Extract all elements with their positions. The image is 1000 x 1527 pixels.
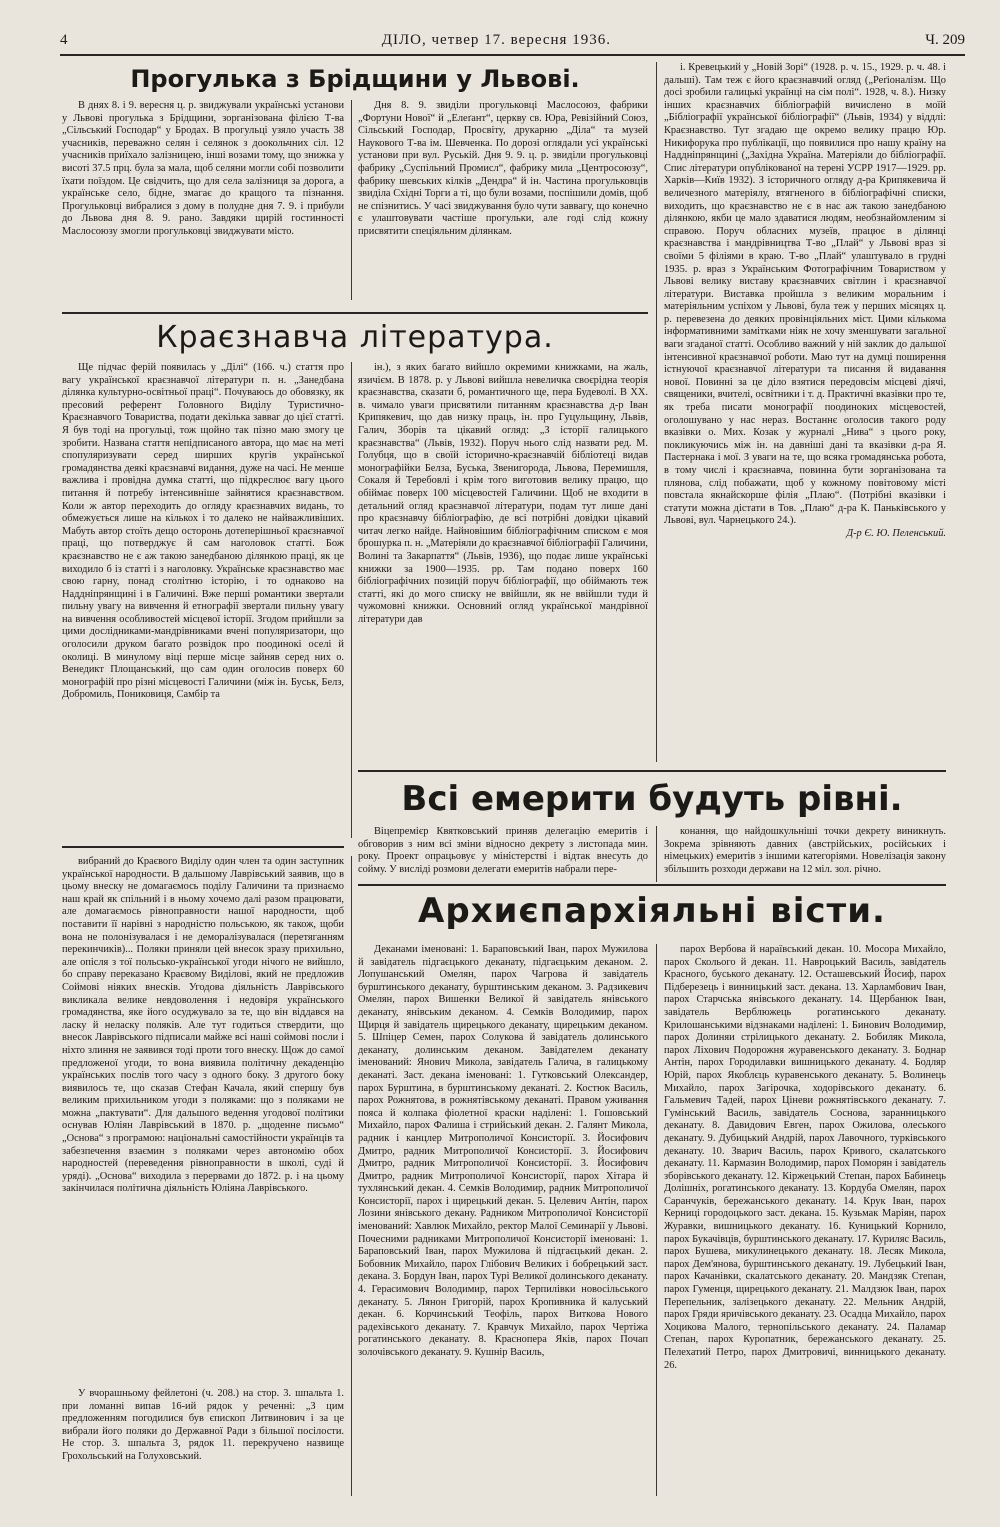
article4-col2 (664, 944, 946, 1496)
masthead-date: ДІЛО, четвер 17. вересня 1936. (381, 31, 611, 48)
left-continuation (62, 856, 344, 1382)
correction-note (62, 1388, 344, 1492)
issue-number: Ч. 209 (925, 31, 965, 48)
column-rule (351, 100, 352, 300)
article4-col1-text: Деканами іменовані: 1. Бараповський Іван, парох Мужилова й завідатель підгаєцького деканату, підгаєцьким деканом. 2. Лопушанський Омелян, парох Чагрова й завідатель бурштинського деканату, бурштинським деканом. 3. Радзикевич Омелян, парох Вишенки Великої й завідатель янівського деканату, янівським деканом. 4. Семків Володимир, парох Щирця й завідатель щирецького деканату, щирецьким деканом. 5. Шпіцер Семен, парох Солукова й завідатель долинського деканату, долинським деканом. Завідателем деканату іменований: Янович Микола, завідатель Галича, в галицькому деканаті. Заст. декана іменовані: 1. Гутковський Олександер, парох Бурштина, в бурштинському деканаті. 2. Костюк Василь, парох Рожнятова, в рожнятівському деканаті. Правом уживання пояса й колпака фіолетної краски наділені: 1. Гошовський Михайло, парох Фалиша і стрийський декан. 2. Галянт Микола, радник і канцлер Митрополичої Консисторії. 3. Йосифович Дмитро, радник Митрополичої Консисторії. 3. Йосифович Дмитро, радник Митрополичої Консисторії. 3. Йосифович Дмитро, радник Митрополичої Консисторії, парох Хітара й тухлянський декан. 4. Семків Володимир, радник Митрополичої Консисторії, парох і щирецький декан. 5. Целевич Антін, парох Лозини янівського декану. Радником Митрополичої Консисторії іменований: Хавлюк Михайло, ректор Малої Семинарії у Львові. Почесними радниками Митрополичої Консисторії іменовані: 1. Бараповський Іван, парох Мужилова й підгаєцький декан. 2. Бобовник Михайло, парох Глібович Великих і бобрецький заст. декана. 3. Бордун Іван, парох Турі Великої долинського деканату. 4. Герасимович Володимир, парох Терпилівки новосільського деканату. 5. Лянон Григорій, парох Кропивника й калуський декан. 6. Корчинський Теофіль, парох Виткова Нового радехівського деканату. 7. Кравчук Михайло, парох Чертіжа рогатинського деканату. 8. Краснопера Яків, парох Почап золочівського деканату. 9. Кушнір Василь, (358, 944, 648, 1358)
article2-col1-text: Ще підчас ферій появилась у „Ділі“ (166. ч.) стаття про вагу української краєзнавчої літератури п. н. „Занедбана ділянка культурно-освітньої праці“. Почуваюсь до обовязку, як пресовий референт Головного Виділу Туристично-Краєзнавчого Товариства, подати декілька завваг до цієї статті. Я був тоді на прогульці, тож щойно так пізно маю змогу це зробити. Названа стаття непідписаного автора, що має на меті спопуляризувати серед ширших кругів української громадянства деякі краєзнавчі видання, дуже на часі. Не менше важлива і провідна думка статті, що підкреслює вагу цього питання й потребу інтенсивніше зайнятися краєзнавством. Коли ж автор переходить до огляду краєзнавчих видань, то обмежується лише на кількох і то далеко не найважливіших. Мабуть автор стоїть дещо осторонь дотеперішньої краєзнавчої праці, що потверджує й сам наголовок статті. Бож краєзнавство не є аж такою занедбаною ділянкою праці, як це виходило б із статті і з наголовку. Українське краєзнавство має свою гарну, понад столітню історію, і то однаково на Наддніпрянщині і в Галичині. Вже перші романтики звертали пильну увагу на вивчення й етнографії звертали пильну увагу на вивчення особливостей місцевої історії. Згодом прийшли за цими дослідниками-мандрівниками вчені популяризатори, що оголосили друком багато розвідок про поодинокі оселі й околиці. В минулому віці перше місце зайняв серед них о. Венедикт Площанський, що сам один оголосив поверх 60 монографій про різні місцевості Галичини (між ін. Буськ, Белз, Добромиль, Пониковиця, Самбір та (62, 362, 344, 701)
article3-col2-text: конання, що найдошкульніші точки декрету виникнуть. Зокрема зрівняють давних (австрійських, російських і німецьких) емеритів з іншими категоріями. Новелізація закону збільшить розходи держави на 12 міл. зол. річно. (664, 826, 946, 875)
article2-col2 (358, 362, 648, 762)
column-rule (656, 826, 657, 882)
column-rule (351, 362, 352, 838)
column-rule (351, 856, 352, 1496)
column-rule (656, 62, 657, 762)
divider (358, 770, 946, 772)
author-signature: Д-р Є. Ю. Пеленський. (846, 527, 946, 539)
article2-continuation-text: і. Кревецький у „Новій Зорі“ (1928. р. ч. 15., 1929. р. ч. 48. і дальші). Там теж є його краєзнавчий огляд („Реґіоналізм. Що досі зробили галицькі українці на сім полі“. 1928, ч. 8.). Низку інших краєзнавчих бібліографій вичислено в моїй „Бібліографії української бібліографії“ (Львів, 1934) у віддлі: Краєзнавство. Тут згадаю ще окремо велику працю Юр. Никифорука про публікації, що появилися про нашу країну на Наддніпрянщині („Західна Україна. Матеріяли до бібліографії. Спис літератури опублікованої на терені УСРР 1917—1929. рр. Харків—Київ 1932). З історичного огляду д-ра Крипякевича й величезного матеріялу, втягненого в бібліографічні списки, виходить, що краєзнавство не є в нас аж такою занедбаною ділянкою, якби це мало здаватися людям, необзнайомленим зі справою. Поруч обласних музеїв, працює в ділянці краєзнавства і мандрівництва Т-во „Плай“ у Львові враз зі своїми 5 філіями в краю. Т-во „Плай“ улаштувало в грудні 1935. р. враз з Українським Фотографічним Товариством у Львові велику виставу краєзнавчих світлин і краєзнавчої літератури. Виставка пройшла з великим моральним і матеріяльним успіхом у Львові, була теж у перших місяцях ц. р. перевезена до деяких провінціяльних міст. Цими кількома інформативними замітками ніяк не хочу зменшувати загальної ваги згаданої статті. Особливо важний у ній заклик до дальшої інтенсивної краєзнавчої роботи. Маю тут на думці поширення істнуючої краєзнавчої літератури та писання й видавання нової. Повинні за це діло взятися передовсім місцеві діячі, священики, вчителі, освітники і т. д. Практичні вказівки про те, як треба писати монографії поодиноких місцевостей, оголошувано у нас нераз. Востаннє оголосив такого роду вказівки о. Мих. Козак у журналі „Нива“ з цього року, покликуючись між ін. на давніші дані та вказівки д-ра Я. Пастернака і мої. З уваги на те, що всяка громадянська робота, в тому числі і краєзнавча, повинна бути зорганізована та плянова, слід побажати, щоб у кожному повітовому місті повстала якнайскорше філія „Плаю“. (Потрібні вказівки і статути можна дістати в Тов. „Плаю“ д-ра К. Паньківського у Львові, вул. Чарнецького 24.). (664, 62, 946, 527)
article3-col1 (358, 826, 648, 882)
page-number: 4 (60, 31, 68, 48)
article1-title: Прогулька з Брідщини у Львові. (130, 65, 580, 93)
article2-continuation (664, 62, 946, 762)
article1-col2 (358, 100, 648, 304)
article3-col1-text: Віцепремієр Квятковський приняв делегацію емеритів і обговорив з ним всі зміни відносно декрету з листопада мин. року. Проект опрацьовує у міністерстві і відтак внесуть до сойму. У висліді розмови делегати емеритів набрали пере- (358, 826, 648, 875)
article3-col2 (664, 826, 946, 882)
divider (62, 312, 648, 314)
article3-title: Всі емерити будуть рівні. (401, 779, 903, 819)
correction-note-text: У вчорашньому фейлетоні (ч. 208.) на стор. 3. шпальта 1. при ломанні випав 16-ий рядок у реченні: „З цим предложенням погодилися був єпископ Литвинович і за це вибрали його поляки до Державної Ради з більшої посілости. Не стор. 3. шпальта 3, рядок 11. перекручено назвище Грохольський на Голуховський. (62, 1388, 344, 1462)
article2-col1 (62, 362, 344, 838)
article1-col2-text: Дня 8. 9. звиділи прогульковці Маслосоюз, фабрики „Фортуни Нової“ й „Елеґант“, церкву св. Юра, Ревізійний Союз, Сільський Господар, Просвіту, друкарню „Діла“ та музей Наукового Т-ва ім. Шевченка. По дорозі оглядали усі українські установи при вул. Руській. Дня 9. 9. ц. р. звиділи прогульковці фабрику „Суспільний Промисл“, фабрику мила „Центросоюзу“, фабрику шевських кілків „Дендра“ й ін. Частина прогульковців звиділа Східні Торги а ті, що були возами, поспішили домів, щоб не спізнитись. У часі звиджування було чути заввагу, що конечно є улаштовувати частіше прогульки, але годі слід кожну присвятити спеціяльним ділянкам. (358, 100, 648, 237)
article4-col2-text: парох Вербова й нараївський декан. 10. Мосора Михайло, парох Сколього й декан. 11. Навроцький Василь, завідатель Красного, буського деканату. 12. Осташевський Йосиф, парох Підберезець і винницький заст. декана. 13. Харламбович Іван, парох Старчська янівського деканату. 14. Щербанюк Іван, завідатель Верблюжець рогатинського деканату. Крилошанськими відзнаками наділені: 1. Бинович Володимир, парох Долиняи стрілицького деканату. 2. Бобиляк Микола, парох Ліхович Подорожня журавенського деканату. 3. Боднар Антін, парох Городилавки вишницького деканату. 4. Бодляр Юрій, парох Якоблєць куравенського деканату. 5. Волинець Михайло, парох Загірочка, ходорівського деканату. 6. Гальмевич Тадей, парох Ціневи рожнятівського деканату. 7. Гумінський Василь, завідатель Соснова, заранницького деканату. 8. Давидович Евген, парох Ожилова, олеського деканату. 9. Дубицький Андрій, парох Лавочного, турківського деканату. 10. Зварич Василь, парох Кривого, скалатського деканату. 11. Кармазин Володимир, парох Поморян і завідатель зборівського деканату. 12. Кіржецький Степан, парох Бабинець Долішніх, рогатинського деканату. 13. Кордуба Омелян, парох Саранчуків, бережанського деканату. 14. Крук Іван, парох Керниці городоцького заст. декана. 15. Кузьмак Маріян, парох Журавки, вишницького деканату. 16. Куницький Корнило, парох Букачівців, бурштинського деканату. 17. Куриляс Василь, парох Бушева, микулинецького деканату. 18. Лесяк Микола, парох Дем'янова, бурштинського деканату. 19. Лубецький Іван, парох Качанівки, скалатського деканату. 20. Мандзяк Степан, парох Гуменця, щирецького деканату. 21. Малдзюк Іван, парох Перепельник, залізецького деканату. 22. Мельник Андрій, парох Гряди яричівського деканату. 23. Осадца Михайло, парох Хоцикова Малого, тернопільського деканату. 24. Паламар Степан, парох Куропатник, бережанського деканату. 25. Пелехатий Петро, парох Дмитровичі, винницького деканату. 26. (664, 944, 946, 1371)
article2-col2-text: ін.), з яких багато вийшло окремими книжками, на жаль, язичієм. В 1878. р. у Львові вийшла невеличка своєрідна теорія краєзнавства, сказати б, романтичного ще, пера Будеволі. В XX. в. чимало уваги присвятили питанням краєзнавства д-р Іван Крипякевич, що дав низку праць, ін. про Гуцульщину, Львів, Галич, Зборів та цікавий огляд: „З історії галицького краєзнавства“ (Львів, 1932). Поруч нього слід назвати ред. М. Голубця, що в своїй історично-краєзнавчій бібліотеці видав монографійки Белза, Буська, Звенигорода, Львова, Перемишля, Сокаля й Теребовлі і крім того виготовив велику працю, що обіймає поверх 100 місцевостей Галичини. Щоб не входити в детальний огляд краєзнавчої літератури, подам тут лише дані про краєзнавчу бібліографію, де всі потрібні довідки цікавий читач легко найде. Найновішим бібліографічним списком є моя брошурка п. н. „Матеріяли до краєзнавчої бібліографії Галичини, Волині та Закарпаття“ (Львів, 1936), що подає лише українські книжки за 1900—1935. рр. Там подано поверх 160 бібліографічних позицій поруч бібліографії, що обіймають теж статті, які до мого списку не ввійшли, як не ввійшли туди й чужомовні книжки. Основний огляд української мандрівної літератури дав (358, 362, 648, 625)
article1-col1 (62, 100, 344, 304)
column-rule (656, 944, 657, 1496)
article2-title: Краєзнавча література. (156, 320, 554, 355)
divider (62, 846, 344, 848)
article1-col1-text: В днях 8. і 9. вересня ц. р. звиджували українські установи у Львові прогулька з Брідщини, зорганізована філією Т-ва „Сільський Господар“ у Бродах. В прогульці узяло участь 38 учасників, переважно селян і селянок з доокольчних сіл. 12 учасників приїхало залізницею, інші возами тому, що знижка у висоті 37.5 прц. була за мала, щоб селяни могли собі позволити їхати поїздом. Це свідчить, що для села залізниця за дорога, а українське село, бідне, змагає до кращого та пізнання. Прогульковці вибралися з дому в полудне дня 7. 9. і прибули до Львова дня 8. 9. рано. Завдяки щирій гостинності Маслосоюзу змогли прогульковці звиджувати місто. (62, 100, 344, 237)
page-header (60, 26, 965, 56)
article4-col1 (358, 944, 648, 1496)
left-continuation-text: вибраний до Краєвого Виділу один член та один заступник української народности. В дальшому Лаврівський заявив, що в цьому внеску не домагаємось поділу Галичини та признаємо наш край як спільний і в ньому хочемо далі разом працювати, але домагаємось рівноправности нашої народности, щоб поставити її нарівні з народністю польською, як також, щоби вона не полонізувалася і не деморалізувалася (перетяганням перекинчиків)... Поляки приняли цей внесок зразу прихильно, але опісля з тої польсько-української угоди нічого не вийшло, бо справу переказано Краєвому Виділові, який не предложив Соймові ніяких внесків. Угодова діяльність Лаврівського викликала велике невдоволення і недовіря українського громадянства, яке його осуджувало за те, що він віддався на ласку й неласку поляків. Але тут годиться ствердити, що внесок Лаврівського підписали майже всі наші соймові посли і ніхто злиння не заявився тоді проти того внеску. Щож до самої предложеної угоди, то вона виявила політичну декаденцію українських послів того часу з одного боку. З другого боку виявилось те, що сказав Стефан Качала, який спершу був великим прихильником угоди з поляками: що з поляками не можна „пактувати“. Для дальшого ведення угодової політики оснував Юліян Лаврівський в 1870. р. „щоденне письмо“ „Основа“ з програмою: національні самостійности українців та забезпечення взаємин з поляками через автономію обох народностей (переведення рівноправности в школі, суді й уряді). „Основа“ виходила з перервами до 1872. р. і на цьому закінчилася політична діяльність Юліяна Лаврівського. (62, 856, 344, 1195)
article4-title: Архиєпархіяльні вісти. (418, 891, 886, 931)
